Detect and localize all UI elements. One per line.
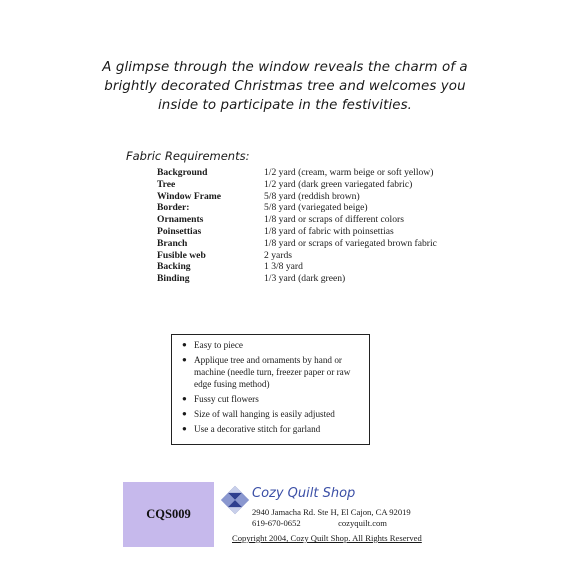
shop-name: Cozy Quilt Shop (252, 486, 356, 501)
shop-contact (252, 518, 387, 528)
copyright-notice: Copyright 2004, Cozy Quilt Shop. All Rights Reserved (232, 533, 422, 543)
requirement-row (157, 191, 437, 203)
requirement-amount: 1/2 yard (cream, warm beige or soft yellow) (264, 167, 434, 178)
intro-text (95, 58, 475, 115)
requirement-amount: 1 3/8 yard (264, 261, 303, 273)
requirement-item: Binding (157, 273, 190, 285)
feature-text: Fussy cut flowers (194, 394, 259, 405)
fabric-requirements-table (157, 167, 437, 285)
requirement-item: Ornaments (157, 214, 204, 226)
feature-item (182, 393, 363, 405)
bullet-icon: ● (182, 354, 187, 364)
bullet-icon: ● (182, 424, 187, 434)
requirement-row (157, 214, 437, 226)
requirement-row (157, 261, 437, 273)
requirement-row (157, 226, 437, 238)
requirement-amount: 1/8 yard or scraps of different colors (264, 214, 404, 226)
requirement-item: Poinsettias (157, 225, 202, 237)
intro-line: inside to participate in the festivities. (157, 98, 413, 113)
requirement-amount: 2 yards (264, 249, 292, 261)
requirement-row (157, 179, 437, 191)
requirement-item: Window Frame (157, 190, 222, 202)
requirement-amount: 1/8 yard of fabric with poinsettias (264, 225, 394, 237)
requirement-row (157, 202, 437, 214)
feature-item (182, 408, 363, 420)
feature-text: Easy to piece (194, 340, 243, 350)
features-list (182, 339, 363, 435)
sku-label: CQS009 (146, 507, 191, 521)
requirement-amount: 5/8 yard (reddish brown) (264, 190, 360, 202)
requirement-row (157, 167, 437, 179)
requirement-item: Backing (157, 261, 191, 273)
shop-phone: 619-670-0652 (252, 518, 301, 528)
requirement-amount: 1/8 yard or scraps of variegated brown fabric (264, 237, 437, 249)
intro-line: A glimpse through the window reveals the charm of a (102, 60, 468, 75)
bullet-icon: ● (182, 340, 187, 349)
features-box (171, 334, 370, 445)
sku-badge (123, 482, 214, 547)
shop-address: 2940 Jamacha Rd. Ste H, El Cajon, CA 92019 (252, 507, 411, 517)
feature-text: Size of wall hanging is easily adjusted (194, 409, 335, 420)
bullet-icon: ● (182, 394, 187, 404)
requirement-item: Border: (157, 202, 190, 214)
requirement-item: Background (157, 167, 208, 178)
requirement-row (157, 238, 437, 250)
feature-text: Use a decorative stitch for garland (194, 424, 321, 435)
requirement-row (157, 250, 437, 262)
shop-website[interactable]: cozyquilt.com (338, 518, 387, 528)
bullet-icon: ● (182, 409, 187, 419)
feature-item (182, 339, 363, 351)
feature-item (182, 354, 363, 391)
requirement-item: Tree (157, 178, 176, 190)
requirement-item: Branch (157, 237, 188, 249)
requirement-amount: 1/3 yard (dark green) (264, 273, 346, 285)
requirement-amount: 5/8 yard (variegated beige) (264, 202, 368, 214)
intro-line: brightly decorated Christmas tree and welcomes you (104, 79, 466, 94)
requirement-row (157, 273, 437, 285)
feature-text: Applique tree and ornaments by hand or machine (needle turn, freezer paper or raw edge fusing method) (194, 354, 351, 390)
requirement-amount: 1/2 yard (dark green variegated fabric) (264, 178, 413, 190)
requirement-item: Fusible web (157, 249, 206, 261)
quilt-star-logo-icon (218, 483, 252, 517)
feature-item (182, 423, 363, 435)
fabric-requirements-heading: Fabric Requirements: (126, 149, 250, 163)
